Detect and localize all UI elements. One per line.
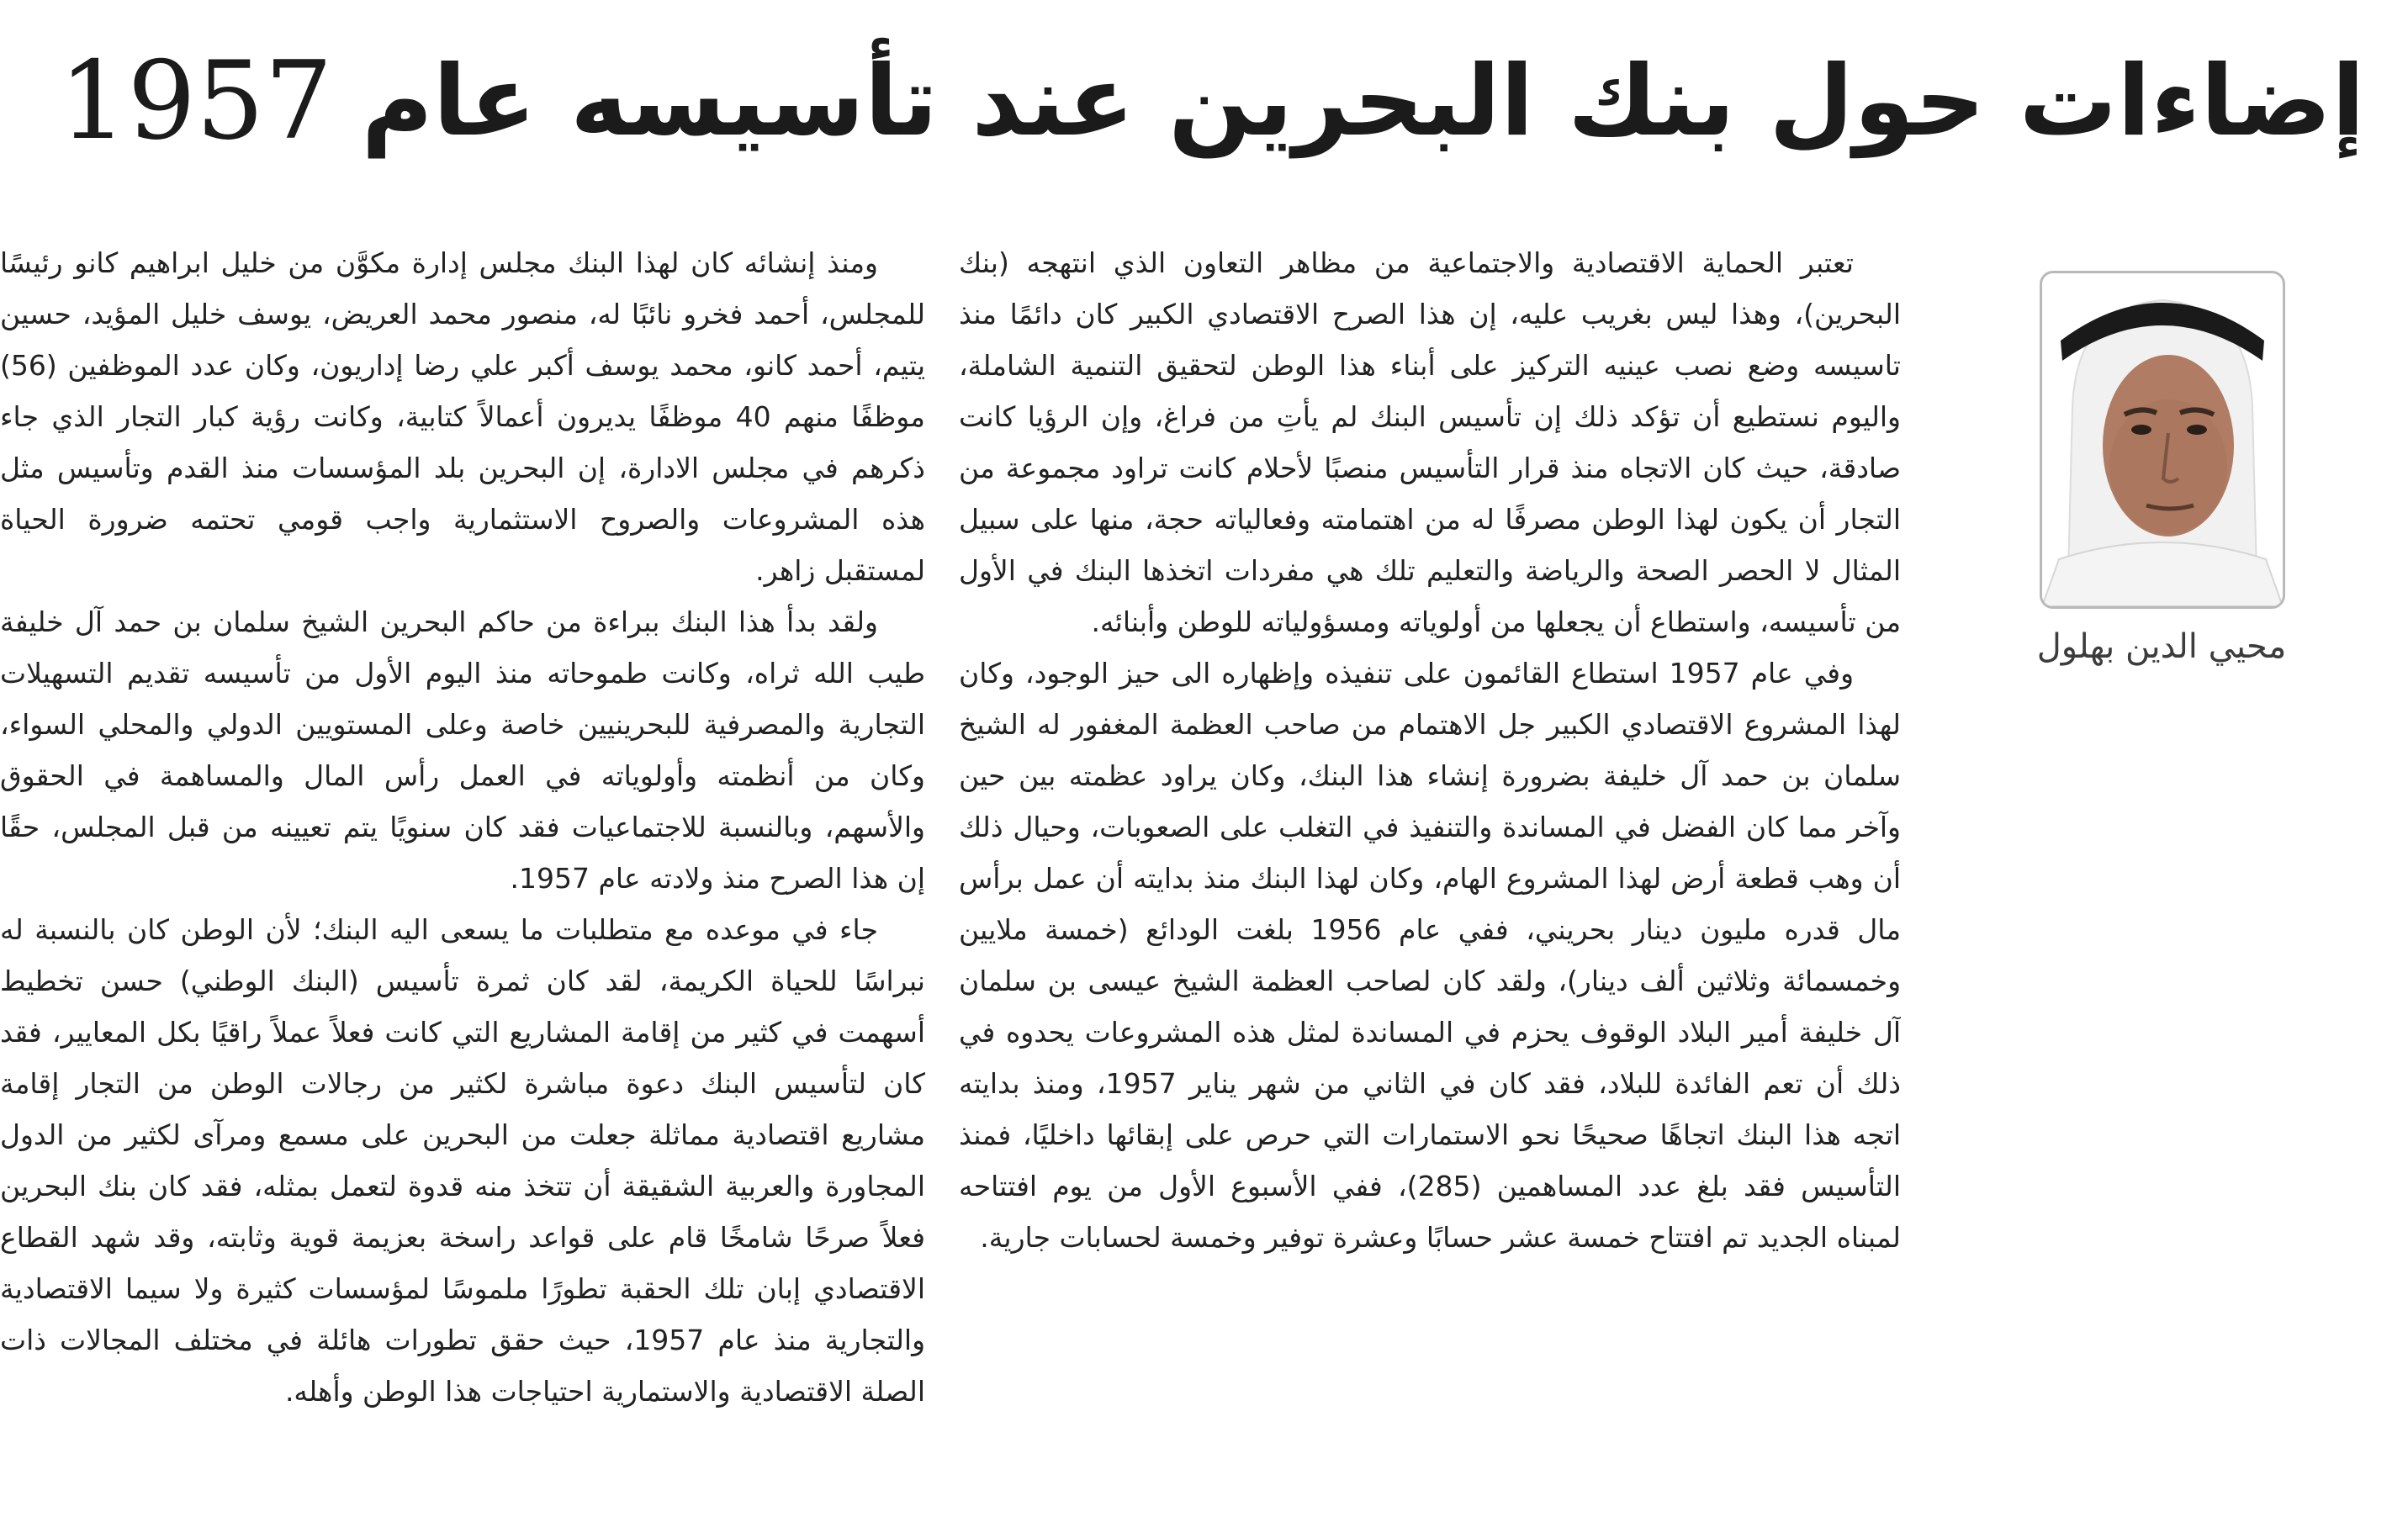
- headline: [59, 30, 2365, 173]
- headline-title: إضاءات حول بنك البحرين عند تأسيسه عام: [361, 45, 2365, 158]
- author-portrait-icon: [2042, 273, 2283, 606]
- paragraph: وفي عام 1957 استطاع القائمون على تنفيذه وإظهاره الى حيز الوجود، وكان لهذا المشروع الاقتصادي الكبير جل الاهتمام من صاحب العظمة المغفور له الشيخ سلمان بن حمد آل خليفة بضرورة إنشاء هذا البنك، وكان يراود عظمته بين حين وآخر مما كان الفضل في المساندة والتنفيذ في التغلب على الصعوبات، وحيال ذلك أن وهب قطعة أرض لهذا المشروع الهام، وكان لهذا البنك منذ بدايته أن عمل برأس مال قدره مليون دينار بحريني، ففي عام 1956 بلغت الودائع (خمسة ملايين وخمسمائة وثلاثين ألف دينار)، ولقد كان لصاحب العظمة الشيخ عيسى بن سلمان آل خليفة أمير البلاد الوقوف يحزم في المساندة لمثل هذه المشروعات يحدوه في ذلك أن تعم الفائدة للبلاد، فقد كان في الثاني من شهر يناير 1957، ومنذ بدايته اتجه هذا البنك اتجاهًا صحيحًا نحو الاستمارات التي حرص على إبقائها داخليًا، فمنذ التأسيس فقد بلغ عدد المساهمين (285)، ففي الأسبوع الأول من يوم افتتاحه لمبناه الجديد تم افتتاح خمسة عشر حسابًا وعشرة توفير وخمسة لحسابات جارية.: [959, 657, 1901, 1254]
- author-photo: [2040, 271, 2285, 609]
- article-column-left: [0, 237, 925, 1473]
- paragraph: ولقد بدأ هذا البنك ببراءة من حاكم البحرين الشيخ سلمان بن حمد آل خليفة طيب الله ثراه، وكانت طموحاته منذ اليوم الأول من تأسيسه تقديم التسهيلات التجارية والمصرفية للبحرينيين خاصة وعلى المستويين الدولي والمحلي السواء، وكان من أنظمته وأولوياته في العمل رأس المال والمساهمة في الحقوق والأسهم، وبالنسبة للاجتماعيات فقد كان سنويًا يتم تعيينه من قبل المجلس، حقًا إن هذا الصرح منذ ولادته عام 1957.: [0, 605, 925, 895]
- paragraph: جاء في موعده مع متطلبات ما يسعى اليه البنك؛ لأن الوطن كان بالنسبة له نبراسًا للحياة الكريمة، لقد كان ثمرة تأسيس (البنك الوطني) حسن تخطيط أسهمت في كثير من إقامة المشاريع التي كانت فعلاً عملاً راقيًا بكل المعايير، فقد كان لتأسيس البنك دعوة مباشرة لكثير من رجالات الوطن من التجار إقامة مشاريع اقتصادية مماثلة جعلت من البحرين على مسمع ومرآى لكثير من الدول المجاورة والعربية الشقيقة أن تتخذ منه قدوة لتعمل بمثله، فقد كان بنك البحرين فعلاً صرحًا شامخًا قام على قواعد راسخة بعزيمة قوية وثابته، وقد شهد القطاع الاقتصادي إبان تلك الحقبة تطورًا ملموسًا لمؤسسات كثيرة ولا سيما الاقتصادية والتجارية منذ عام 1957، حيث حقق تطورات هائلة في مختلف المجالات ذات الصلة الاقتصادية والاستمارية احتياجات هذا الوطن وأهله.: [0, 913, 925, 1408]
- paragraph: ومنذ إنشائه كان لهذا البنك مجلس إدارة مكوَّن من خليل ابراهيم كانو رئيسًا للمجلس، أحمد فخرو نائبًا له، منصور محمد العريض، يوسف خليل المؤيد، حسين يتيم، أحمد كانو، محمد يوسف أكبر علي رضا إداريون، وكان عدد الموظفين (56) موظفًا منهم 40 موظفًا يديرون أعمالاً كتابية، وكانت رؤية كبار التجار الذي جاء ذكرهم في مجلس الادارة، إن البحرين بلد المؤسسات منذ القدم وتأسيس مثل هذه المشروعات والصروح الاستثمارية واجب قومي تحتمه ضرورة الحياة لمستقبل زاهر.: [0, 246, 925, 587]
- paragraph: تعتبر الحماية الاقتصادية والاجتماعية من مظاهر التعاون الذي انتهجه (بنك البحرين)، وهذا ليس بغريب عليه، إن هذا الصرح الاقتصادي الكبير كان دائمًا منذ تاسيسه وضع نصب عينيه التركيز على أبناء هذا الوطن لتحقيق التنمية الشاملة، واليوم نستطيع أن تؤكد ذلك إن تأسيس البنك لم يأتِ من فراغ، وإن الرؤيا كانت صادقة، حيث كان الاتجاه منذ قرار التأسيس منصبًا لأحلام كانت تراود مجموعة من التجار أن يكون لهذا الوطن مصرفًا له من اهتمامته وفعالياته حجة، منها على سبيل المثال لا الحصر الصحة والرياضة والتعليم تلك هي مفردات اتخذها البنك في الأول من تأسيسه، واستطاع أن يجعلها من أولوياته ومسؤولياته للوطن وأبنائه.: [959, 246, 1901, 638]
- author-name: محيي الدين بهلول: [2036, 627, 2287, 666]
- headline-year: 1957: [59, 39, 333, 164]
- article-column-right: [959, 237, 1901, 1515]
